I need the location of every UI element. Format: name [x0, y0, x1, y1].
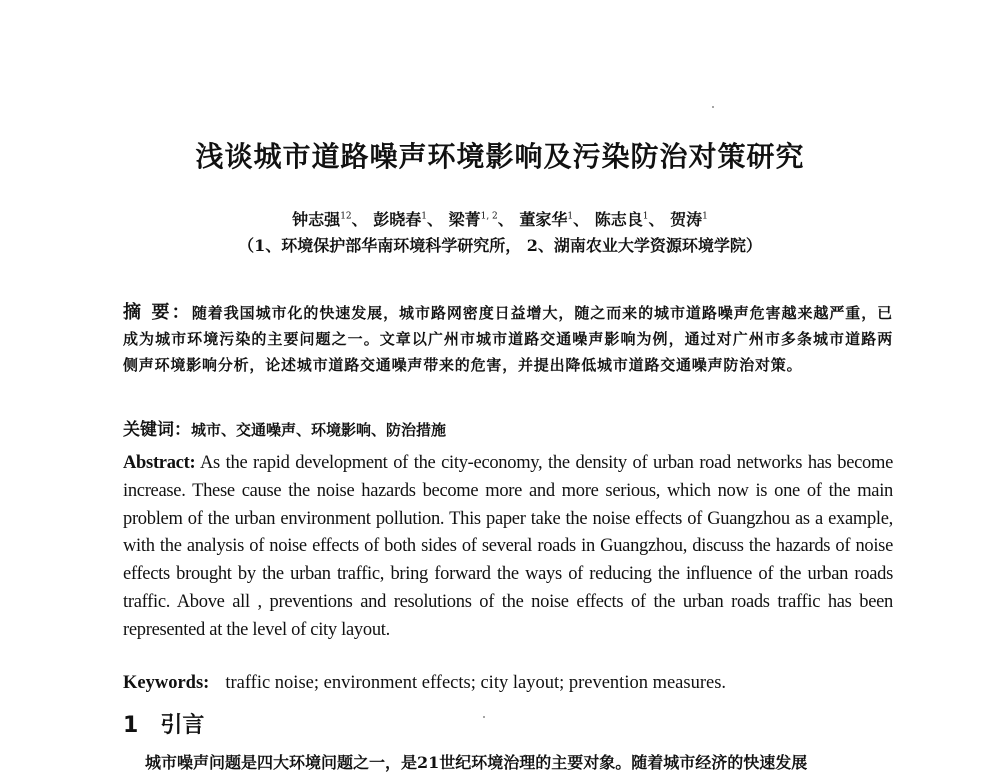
author-affiliation-mark: 12 — [340, 211, 352, 222]
english-abstract-label: Abstract: — [123, 453, 196, 473]
chinese-abstract-text: 随着我国城市化的快速发展，城市路网密度日益增大，随之而来的城市道路噪声危害越来越严重，已成为城市环境污染的主要问题之一。文章以广州市城市道路交通噪声影响为例，通过对广州市多条城市道路两侧声环境影响分析，论述城市道路交通噪声带来的危害，并提出降低城市道路交通噪声防治对策。 — [123, 304, 893, 374]
chinese-keywords — [123, 417, 893, 443]
author-affiliation-mark: 1 — [421, 211, 427, 222]
author-separator: 、 — [426, 210, 443, 229]
body-text-partial: 城市噪声问题是四大环境问题之一，是21世纪环境治理的主要对象。随着城市经济的快速发展 — [145, 753, 808, 772]
english-keywords-label: Keywords: — [123, 673, 210, 693]
author-name: 董家华 — [519, 210, 568, 229]
author-separator: 、 — [497, 210, 514, 229]
author-name: 陈志良 — [594, 210, 643, 229]
chinese-abstract — [123, 300, 893, 378]
paper-title: 浅谈城市道路噪声环境影响及污染防治对策研究 — [195, 140, 805, 173]
author-affiliation-mark: 1 — [567, 211, 574, 222]
author-name: 贺涛 — [670, 210, 703, 229]
chinese-abstract-label: 摘 要： — [123, 302, 192, 323]
english-keywords — [123, 670, 893, 697]
section-heading — [123, 708, 204, 739]
author-name: 梁菁 — [448, 210, 481, 229]
author-separator: 、 — [573, 210, 590, 229]
scan-speck — [712, 106, 714, 108]
chinese-keywords-text: 城市、交通噪声、环境影响、防治措施 — [191, 421, 447, 439]
english-keywords-text: traffic noise; environment effects; city layout; prevention measures. — [225, 673, 727, 693]
author-name: 彭晓春 — [373, 210, 422, 229]
english-abstract — [123, 450, 893, 645]
author-list — [0, 207, 1000, 230]
author-affiliation-mark: 1 — [642, 211, 649, 222]
section-title: 引言 — [160, 713, 205, 738]
author-affiliation-mark: 1, 2 — [480, 211, 498, 222]
author-affiliation-mark: 1 — [702, 211, 708, 222]
affiliations: （1、环境保护部华南环境科学研究所， 2、湖南农业大学资源环境学院） — [238, 236, 762, 255]
author-separator: 、 — [648, 210, 665, 229]
chinese-keywords-label: 关键词： — [123, 420, 191, 440]
section-number: 1 — [123, 713, 139, 738]
author-separator: 、 — [351, 210, 368, 229]
author-name: 钟志强 — [292, 210, 341, 229]
english-abstract-text: As the rapid development of the city-economy, the density of urban road networks has become increase. These cause the noise hazards become more and more serious, which now is one of the main problem of the urban environment pollution. This paper take the noise effects of Guangzhou as a example, with the analysis of noise effects of both sides of several roads in Guangzhou, discuss the hazards of noise effects brought by the urban traffic, bring forward the ways of reducing the influence of the urban roads traffic. Above all , preventions and resolutions of the noise effects of the urban roads traffic has been represented at the level of city layout. — [123, 453, 893, 640]
scan-speck — [483, 716, 485, 718]
